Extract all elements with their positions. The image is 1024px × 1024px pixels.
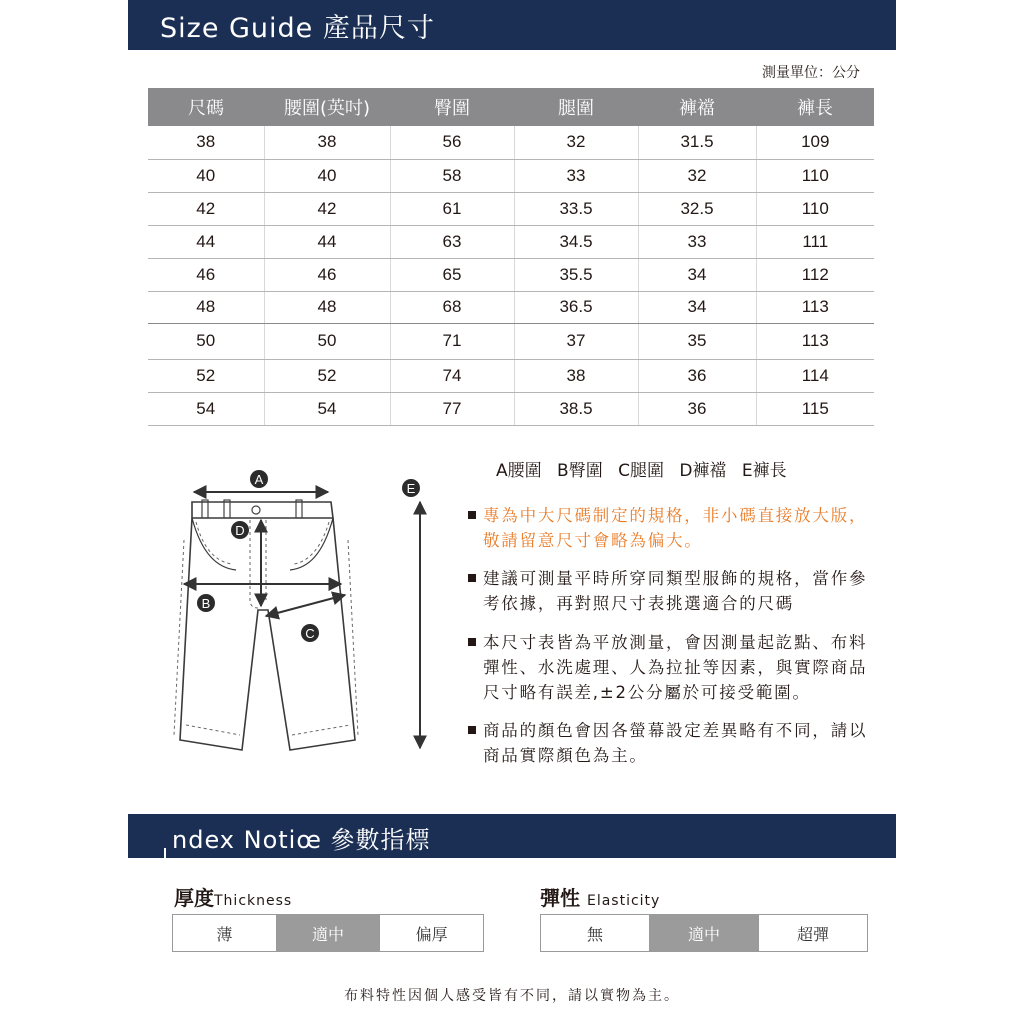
note-item xyxy=(466,718,876,768)
column-header: 腿圍 xyxy=(514,88,638,126)
table-cell: 38 xyxy=(148,126,264,159)
note-item xyxy=(466,566,876,616)
column-header: 褲襠 xyxy=(638,88,756,126)
table-cell: 74 xyxy=(390,359,514,392)
column-header: 腰圍(英吋) xyxy=(264,88,390,126)
note-text: 商品的顏色會因各螢幕設定差異略有不同，請以商品實際顏色為主。 xyxy=(483,721,868,765)
unit-note: 測量單位：公分 xyxy=(762,65,860,81)
table-cell: 54 xyxy=(148,392,264,425)
table-cell: 36.5 xyxy=(514,291,638,323)
elasticity-option-medium: 適中 xyxy=(649,915,758,951)
footer-note: 布料特性因個人感受皆有不同，請以實物為主。 xyxy=(344,988,680,1004)
column-header: 尺碼 xyxy=(148,88,264,126)
thickness-label-zh: 厚度 xyxy=(174,886,214,910)
elasticity-label-zh: 彈性 xyxy=(540,886,580,910)
table-cell: 46 xyxy=(264,258,390,291)
table-cell: 54 xyxy=(264,392,390,425)
thickness-option-medium: 適中 xyxy=(276,915,380,951)
elasticity-scale xyxy=(540,914,868,952)
table-row xyxy=(148,225,874,258)
elasticity-option-high: 超彈 xyxy=(758,915,867,951)
table-cell: 111 xyxy=(756,225,874,258)
stitching xyxy=(174,520,358,735)
column-header: 臀圍 xyxy=(390,88,514,126)
marker-label: E xyxy=(406,481,416,496)
marker-e xyxy=(402,479,420,497)
table-cell: 38 xyxy=(264,126,390,159)
table-cell: 32 xyxy=(514,126,638,159)
table-cell: 112 xyxy=(756,258,874,291)
table-cell: 52 xyxy=(148,359,264,392)
marker-label: D xyxy=(235,523,245,538)
table-cell: 65 xyxy=(390,258,514,291)
index-notice-banner xyxy=(128,814,896,858)
marker-b xyxy=(197,594,215,612)
elasticity-label xyxy=(540,882,660,911)
table-row xyxy=(148,126,874,159)
thickness-option-thin: 薄 xyxy=(216,924,233,944)
table-cell: 34.5 xyxy=(514,225,638,258)
square-bullet-icon xyxy=(468,638,476,646)
square-bullet-icon xyxy=(468,574,476,582)
table-cell: 115 xyxy=(756,392,874,425)
marker-label: C xyxy=(305,626,315,641)
button-icon xyxy=(252,506,260,514)
table-row xyxy=(148,291,874,323)
marker-label: B xyxy=(201,596,211,611)
table-cell: 110 xyxy=(756,192,874,225)
page-title: Size Guide 產品尺寸 xyxy=(160,13,435,44)
table-row xyxy=(148,192,874,225)
note-item xyxy=(466,630,876,705)
measurement-legend: A腰圍 B臀圍 C腿圍 D褲襠 E褲長 xyxy=(496,461,787,481)
table-cell: 109 xyxy=(756,126,874,159)
marker-a xyxy=(250,470,268,488)
table-cell: 58 xyxy=(390,159,514,192)
table-cell: 63 xyxy=(390,225,514,258)
thickness-label xyxy=(174,882,292,911)
table-cell: 113 xyxy=(756,291,874,323)
table-cell: 46 xyxy=(148,258,264,291)
table-cell: 35 xyxy=(638,323,756,359)
marker-label: A xyxy=(254,472,264,487)
table-cell: 52 xyxy=(264,359,390,392)
note-text: 本尺寸表皆為平放測量，會因測量起訖點、布料彈性、水洗處理、人為拉扯等因素，與實際商品尺寸略有誤差,±2公分屬於可接受範圍。 xyxy=(483,633,868,702)
thickness-scale xyxy=(172,914,484,952)
note-text: 建議可測量平時所穿同類型服飾的規格，當作參考依據，再對照尺寸表挑選適合的尺碼 xyxy=(483,569,868,613)
pants-diagram xyxy=(140,460,440,770)
table-cell: 42 xyxy=(148,192,264,225)
table-header-row xyxy=(148,88,874,126)
table-cell: 33 xyxy=(514,159,638,192)
thickness-label-en: Thickness xyxy=(214,893,293,909)
table-cell: 48 xyxy=(264,291,390,323)
table-cell: 71 xyxy=(390,323,514,359)
table-cell: 32 xyxy=(638,159,756,192)
table-row xyxy=(148,159,874,192)
table-cell: 34 xyxy=(638,291,756,323)
table-cell: 33 xyxy=(638,225,756,258)
section-title: ndex Notiœ 參數指標 xyxy=(172,826,431,854)
size-guide-banner xyxy=(128,0,896,50)
table-cell: 35.5 xyxy=(514,258,638,291)
table-cell: 40 xyxy=(148,159,264,192)
elasticity-label-en: Elasticity xyxy=(586,893,661,909)
table-cell: 50 xyxy=(148,323,264,359)
marker-d xyxy=(231,521,249,539)
table-cell: 48 xyxy=(148,291,264,323)
table-cell: 113 xyxy=(756,323,874,359)
table-cell: 40 xyxy=(264,159,390,192)
table-cell: 114 xyxy=(756,359,874,392)
table-cell: 44 xyxy=(148,225,264,258)
table-cell: 34 xyxy=(638,258,756,291)
table-cell: 50 xyxy=(264,323,390,359)
measurement-arrows xyxy=(184,492,420,748)
square-bullet-icon xyxy=(468,511,476,519)
table-cell: 61 xyxy=(390,192,514,225)
table-cell: 37 xyxy=(514,323,638,359)
thickness-option-thick: 偏厚 xyxy=(379,915,483,951)
table-cell: 110 xyxy=(756,159,874,192)
banner-tick xyxy=(164,848,166,858)
table-cell: 77 xyxy=(390,392,514,425)
square-bullet-icon xyxy=(468,726,476,734)
table-cell: 33.5 xyxy=(514,192,638,225)
column-header: 褲長 xyxy=(756,88,874,126)
table-cell: 44 xyxy=(264,225,390,258)
table-cell: 56 xyxy=(390,126,514,159)
table-row xyxy=(148,323,874,359)
note-text: 專為中大尺碼制定的規格，非小碼直接放大版，敬請留意尺寸會略為偏大。 xyxy=(483,506,868,550)
elasticity-option-none: 無 xyxy=(586,924,603,944)
table-row xyxy=(148,392,874,425)
table-cell: 36 xyxy=(638,359,756,392)
table-cell: 32.5 xyxy=(638,192,756,225)
table-cell: 36 xyxy=(638,392,756,425)
table-cell: 31.5 xyxy=(638,126,756,159)
table-cell: 38.5 xyxy=(514,392,638,425)
size-table xyxy=(148,88,874,426)
note-item xyxy=(466,503,876,553)
table-row xyxy=(148,359,874,392)
notes-list xyxy=(466,503,876,781)
table-cell: 38 xyxy=(514,359,638,392)
table-row xyxy=(148,258,874,291)
marker-c xyxy=(301,624,319,642)
table-cell: 68 xyxy=(390,291,514,323)
table-cell: 42 xyxy=(264,192,390,225)
pants-outline xyxy=(180,502,355,750)
